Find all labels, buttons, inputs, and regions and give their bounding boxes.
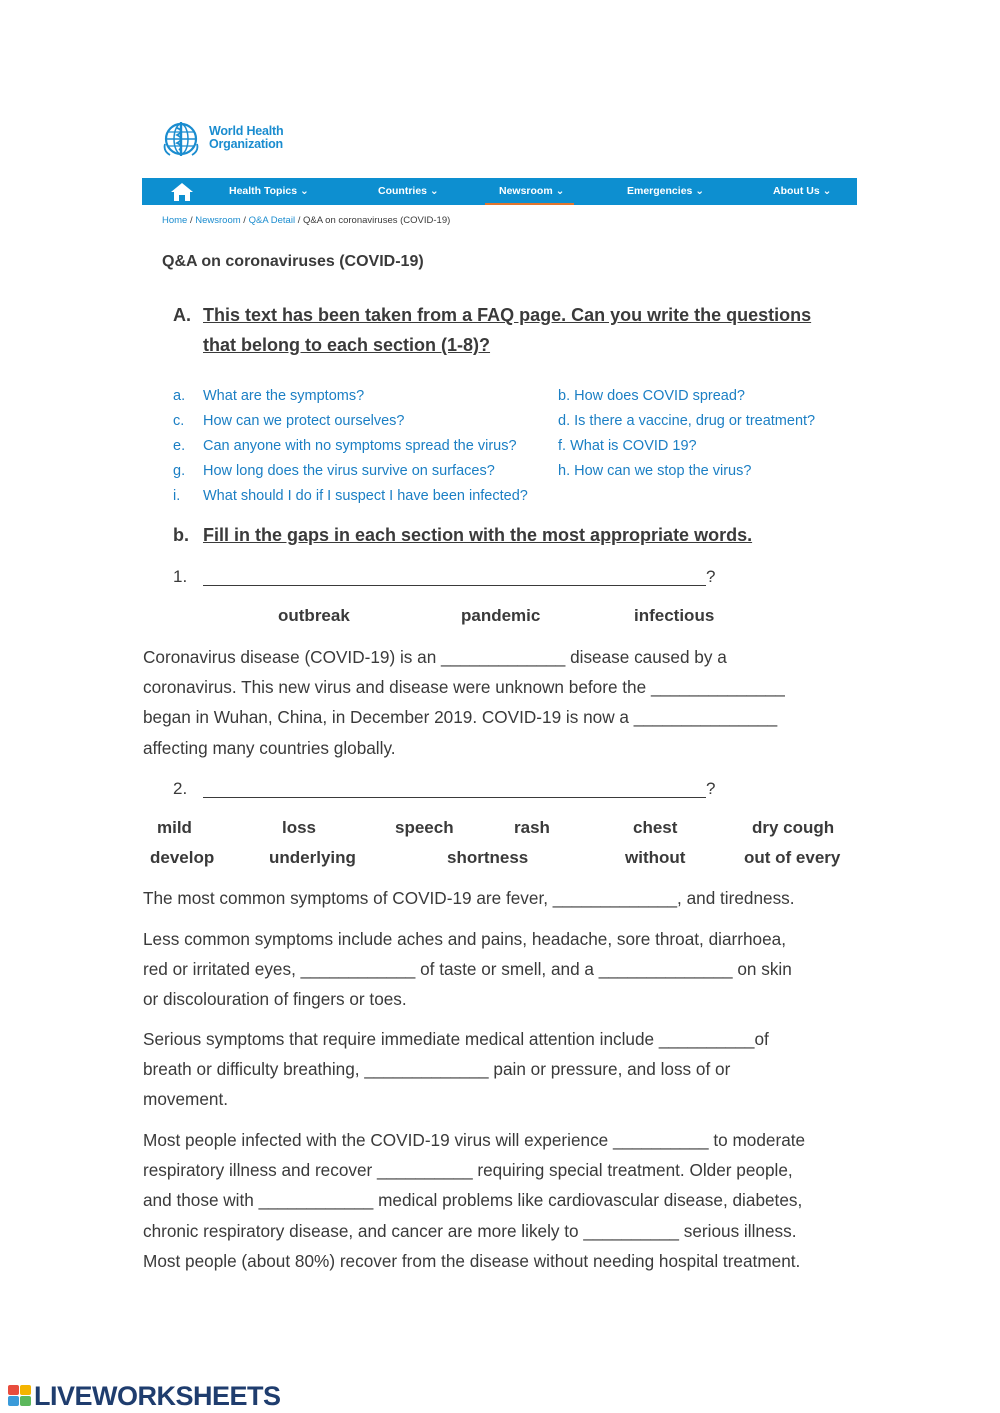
nav-emergencies[interactable]: Emergencies ⌄ [627, 185, 705, 197]
paragraph-line: Coronavirus disease (COVID-19) is an _____________ disease caused by a [143, 647, 727, 667]
question-2-answer-input[interactable] [203, 779, 706, 798]
breadcrumb [162, 215, 450, 226]
question-2-paragraph-1 [143, 883, 795, 913]
option-item: What should I do if I suspect I have been infected? [203, 488, 528, 504]
paragraph-line: and those with ____________ medical problems like cardiovascular disease, diabetes, [143, 1190, 803, 1211]
paragraph-line: movement. [143, 1089, 229, 1110]
option-item: h. How can we stop the virus? [558, 463, 752, 479]
who-logo-line2: Organization [209, 137, 283, 151]
section-a-line1: This text has been taken from a FAQ page. Can you write the questions [203, 305, 812, 325]
paragraph-line: chronic respiratory disease, and cancer are more likely to __________ serious illness. [143, 1220, 797, 1241]
section-a-instruction [203, 300, 863, 360]
question-2-number: 2. [173, 779, 188, 798]
word-bank-item: mild [157, 818, 192, 837]
word-bank-item: out of every [744, 848, 841, 867]
paragraph-line: Less common symptoms include aches and pains, headache, sore throat, diarrhoea, [143, 929, 786, 949]
paragraph-line: respiratory illness and recover __________ requiring special treatment. Older people, [143, 1160, 793, 1181]
option-letter: c. [173, 413, 185, 429]
paragraph-line: coronavirus. This new virus and disease were unknown before the ______________ [143, 677, 785, 698]
question-2-paragraph-4 [143, 1125, 805, 1276]
breadcrumb-sep: / [240, 215, 249, 226]
paragraph-line: breath or difficulty breathing, _____________ pain or pressure, and loss of or [143, 1059, 731, 1080]
word-bank-item: loss [282, 818, 317, 837]
nav-about-us[interactable]: About Us ⌄ [773, 185, 832, 197]
nav-health-topics[interactable]: Health Topics ⌄ [229, 185, 309, 197]
option-item: b. How does COVID spread? [558, 388, 745, 404]
who-navbar [142, 178, 857, 205]
liveworksheets-brand: LIVEWORKSHEETS [34, 1381, 281, 1411]
section-a-letter: A. [173, 305, 191, 325]
paragraph-line: or discolouration of fingers or toes. [143, 989, 407, 1010]
paragraph-line: affecting many countries globally. [143, 737, 396, 758]
who-logo[interactable] [162, 120, 302, 158]
question-1-paragraph [143, 642, 785, 763]
breadcrumb-newsroom[interactable]: Newsroom [195, 215, 241, 226]
paragraph-line: Most people (about 80%) recover from the disease without needing hospital treatment. [143, 1250, 801, 1271]
paragraph-line: began in Wuhan, China, in December 2019. COVID-19 is now a _______________ [143, 707, 778, 728]
home-icon[interactable] [168, 181, 196, 203]
liveworksheets-blocks-icon [8, 1385, 32, 1407]
option-letter: g. [173, 463, 186, 479]
option-item: f. What is COVID 19? [558, 438, 697, 454]
word-bank-item: rash [514, 818, 550, 837]
paragraph-line: The most common symptoms of COVID-19 are fever, _____________, and tiredness. [143, 888, 795, 908]
word-bank-item: outbreak [278, 606, 350, 625]
page-title: Q&A on coronaviruses (COVID-19) [162, 253, 424, 270]
option-item: Can anyone with no symptoms spread the virus? [203, 438, 517, 454]
breadcrumb-current: / Q&A on coronaviruses (COVID-19) [295, 215, 451, 226]
paragraph-line: Most people infected with the COVID-19 virus will experience __________ to moderate [143, 1130, 806, 1150]
option-item: How long does the virus survive on surfaces? [203, 463, 495, 479]
word-bank-item: infectious [634, 606, 715, 625]
question-1-answer-input[interactable] [203, 567, 706, 586]
section-b-instruction: Fill in the gaps in each section with the most appropriate words. [203, 525, 753, 545]
option-letter: e. [173, 438, 186, 454]
nav-countries[interactable]: Countries ⌄ [378, 185, 439, 197]
question-2-paragraph-3 [143, 1024, 769, 1115]
word-bank-item: without [625, 848, 686, 867]
option-letter: a. [173, 388, 186, 404]
question-1-number: 1. [173, 567, 188, 586]
paragraph-line: red or irritated eyes, ____________ of taste or smell, and a ______________ on skin [143, 959, 792, 980]
word-bank-item: develop [150, 848, 215, 867]
option-item: How can we protect ourselves? [203, 413, 405, 429]
word-bank-item: dry cough [752, 818, 835, 837]
who-logo-line1: World Health [209, 124, 284, 138]
question-2-paragraph-2 [143, 924, 792, 1015]
nav-newsroom[interactable]: Newsroom ⌄ [499, 185, 565, 197]
option-letter: i. [173, 488, 181, 504]
who-emblem-icon [162, 120, 202, 158]
word-bank-item: speech [395, 818, 454, 837]
word-bank-item: shortness [447, 848, 529, 867]
paragraph-line: Serious symptoms that require immediate medical attention include __________of [143, 1029, 769, 1049]
option-item: d. Is there a vaccine, drug or treatment? [558, 413, 816, 429]
option-item: What are the symptoms? [203, 388, 365, 404]
section-a-line2: that belong to each section (1-8)? [203, 335, 491, 355]
question-2-mark: ? [706, 779, 716, 798]
word-bank-item: pandemic [461, 606, 541, 625]
word-bank-item: underlying [269, 848, 356, 867]
word-bank-item: chest [633, 818, 678, 837]
breadcrumb-qa-detail[interactable]: Q&A Detail [248, 215, 296, 226]
section-b-letter: b. [173, 525, 189, 545]
breadcrumb-sep: / [187, 215, 196, 226]
breadcrumb-home[interactable]: Home [162, 215, 188, 226]
question-1-mark: ? [706, 567, 716, 586]
